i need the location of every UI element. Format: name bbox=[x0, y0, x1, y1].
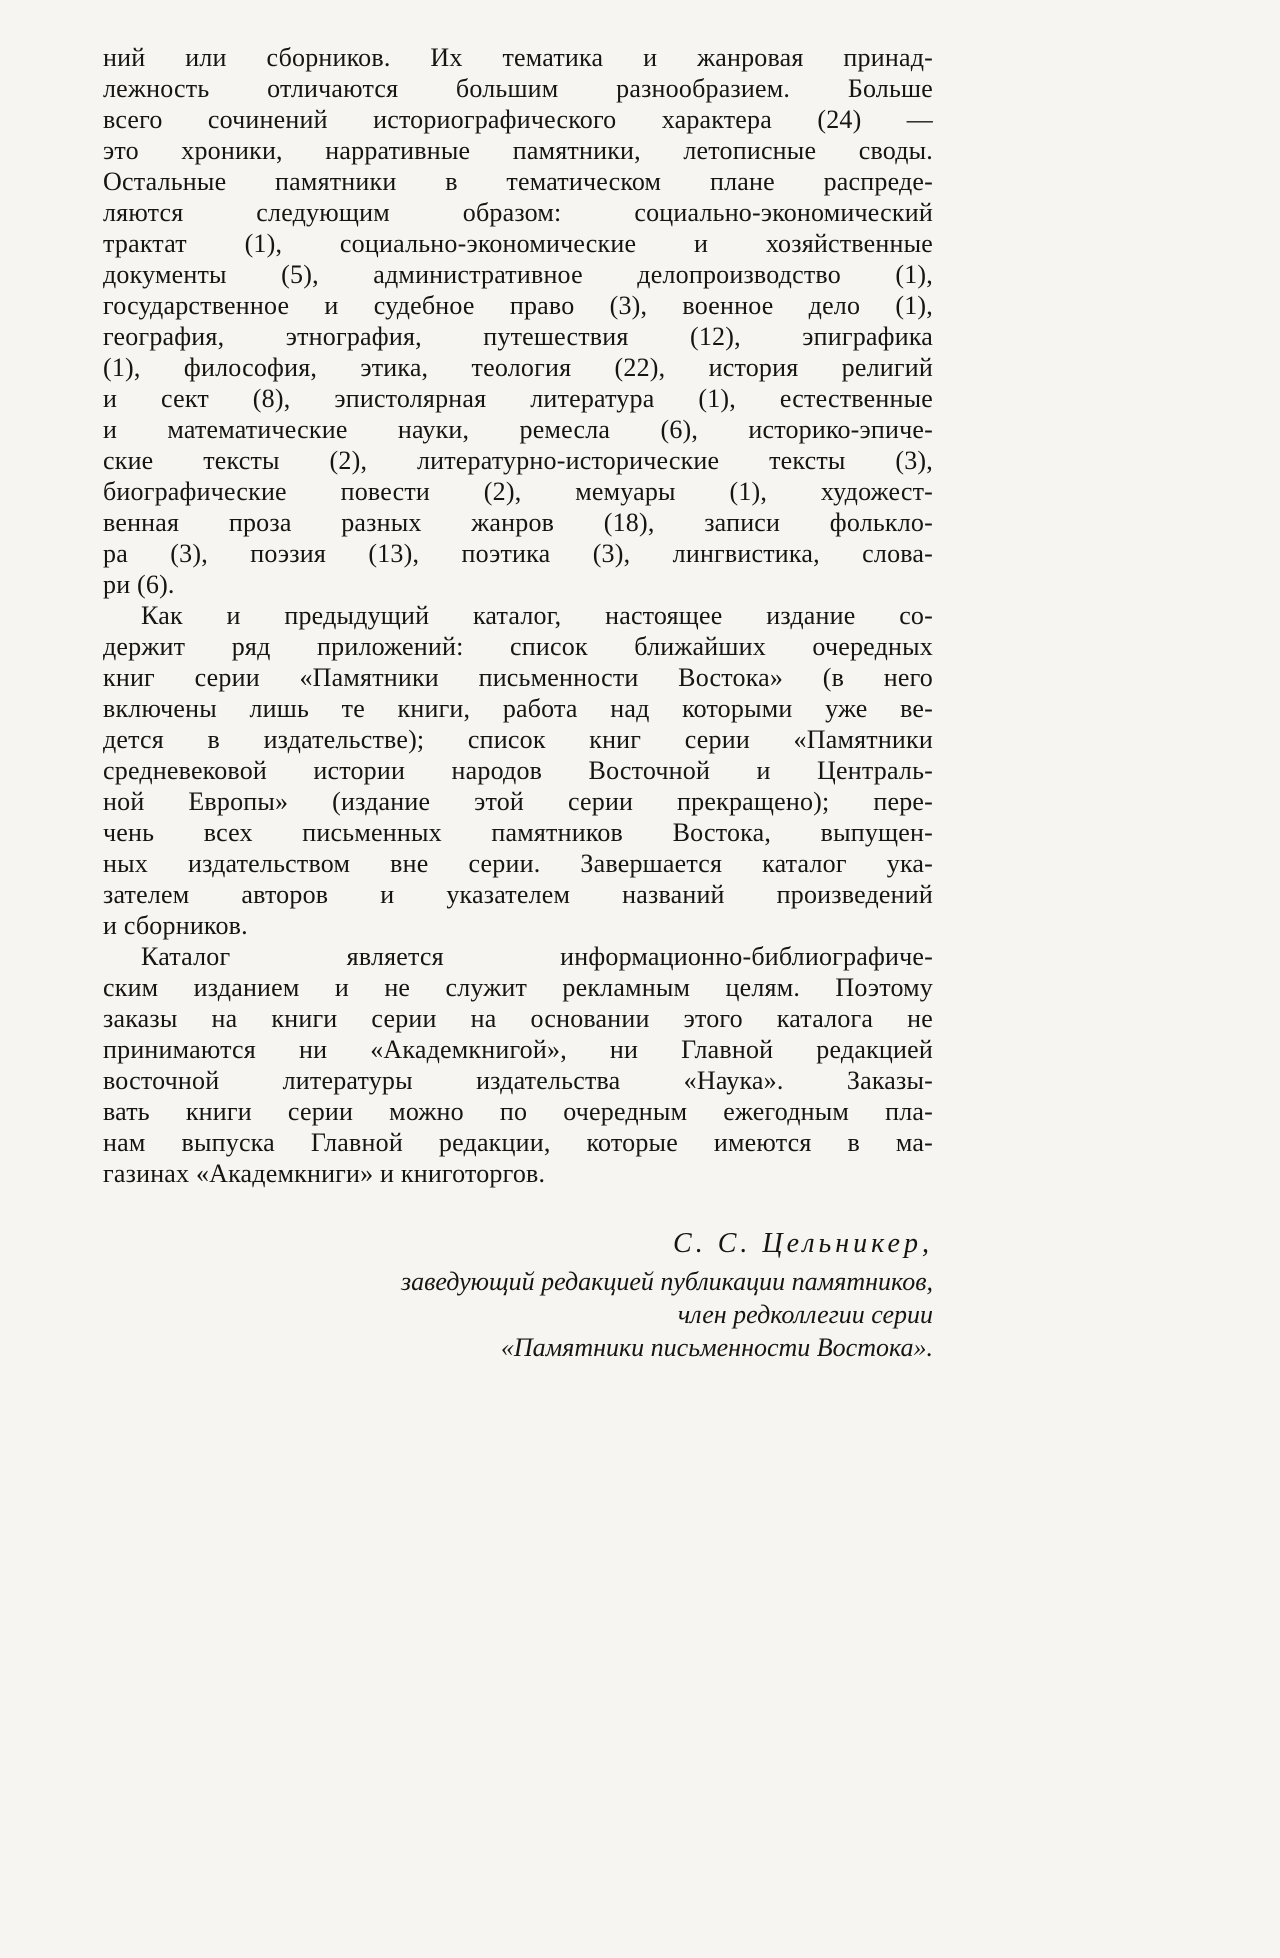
text-line: ра (3), поэзия (13), поэтика (3), лингвистика, слова- bbox=[103, 539, 933, 568]
text-line: книг серии «Памятники письменности Востока» (в него bbox=[103, 663, 933, 692]
text-line: заказы на книги серии на основании этого каталога не bbox=[103, 1004, 933, 1033]
text-line: это хроники, нарративные памятники, летописные своды. bbox=[103, 136, 933, 165]
paragraph-2 bbox=[103, 600, 933, 941]
text-line: зателем авторов и указателем названий произведений bbox=[103, 880, 933, 909]
text-line: и сборников. bbox=[103, 911, 248, 940]
text-block bbox=[103, 42, 933, 1189]
text-line: держит ряд приложений: список ближайших очередных bbox=[103, 632, 933, 661]
signature-name: С. С. Цельникер, bbox=[673, 1228, 933, 1259]
text-line: Как и предыдущий каталог, настоящее издание со- bbox=[141, 601, 933, 630]
signature-line: «Памятники письменности Востока». bbox=[500, 1333, 933, 1362]
text-line: документы (5), административное делопроизводство (1), bbox=[103, 260, 933, 289]
text-line: ных издательством вне серии. Завершается каталог ука- bbox=[103, 849, 933, 878]
text-line: государственное и судебное право (3), военное дело (1), bbox=[103, 291, 933, 320]
text-line: (1), философия, этика, теология (22), история религий bbox=[103, 353, 933, 382]
text-line: включены лишь те книги, работа над которыми уже ве- bbox=[103, 694, 933, 723]
paragraph-1 bbox=[103, 42, 933, 600]
text-line: принимаются ни «Академкнигой», ни Главной редакцией bbox=[103, 1035, 933, 1064]
text-line: и математические науки, ремесла (6), историко-эпиче- bbox=[103, 415, 933, 444]
text-line: ний или сборников. Их тематика и жанровая принад- bbox=[103, 43, 933, 72]
text-line: ляются следующим образом: социально-экономический bbox=[103, 198, 933, 227]
text-line: всего сочинений историографического характера (24) — bbox=[103, 105, 933, 134]
paragraph-3 bbox=[103, 941, 933, 1189]
text-line: восточной литературы издательства «Наука». Заказы- bbox=[103, 1066, 933, 1095]
text-line: ри (6). bbox=[103, 570, 175, 599]
text-line: ские тексты (2), литературно-исторические тексты (3), bbox=[103, 446, 933, 475]
text-line: лежность отличаются большим разнообразием. Больше bbox=[103, 74, 933, 103]
text-line: трактат (1), социально-экономические и хозяйственные bbox=[103, 229, 933, 258]
text-line: география, этнография, путешествия (12), эпиграфика bbox=[103, 322, 933, 351]
text-line: дется в издательстве); список книг серии «Памятники bbox=[103, 725, 933, 754]
signature-line: член редколлегии серии bbox=[677, 1300, 933, 1329]
text-line: чень всех письменных памятников Востока, выпущен- bbox=[103, 818, 933, 847]
text-line: газинах «Академкниги» и книготоргов. bbox=[103, 1159, 546, 1188]
text-line: средневековой истории народов Восточной и Централь- bbox=[103, 756, 933, 785]
text-line: ским изданием и не служит рекламным целям. Поэтому bbox=[103, 973, 933, 1002]
signature-block bbox=[103, 1227, 933, 1364]
text-line: вать книги серии можно по очередным ежегодным пла- bbox=[103, 1097, 933, 1126]
text-line: Остальные памятники в тематическом плане распреде- bbox=[103, 167, 933, 196]
text-line: ной Европы» (издание этой серии прекращено); пере- bbox=[103, 787, 933, 816]
text-line: венная проза разных жанров (18), записи фолькло- bbox=[103, 508, 933, 537]
text-line: Каталог является информационно-библиографиче- bbox=[141, 942, 933, 971]
text-line: биографические повести (2), мемуары (1), художест- bbox=[103, 477, 933, 506]
text-line: и сект (8), эпистолярная литература (1), естественные bbox=[103, 384, 933, 413]
text-line: нам выпуска Главной редакции, которые имеются в ма- bbox=[103, 1128, 933, 1157]
signature-line: заведующий редакцией публикации памятников, bbox=[400, 1267, 933, 1296]
